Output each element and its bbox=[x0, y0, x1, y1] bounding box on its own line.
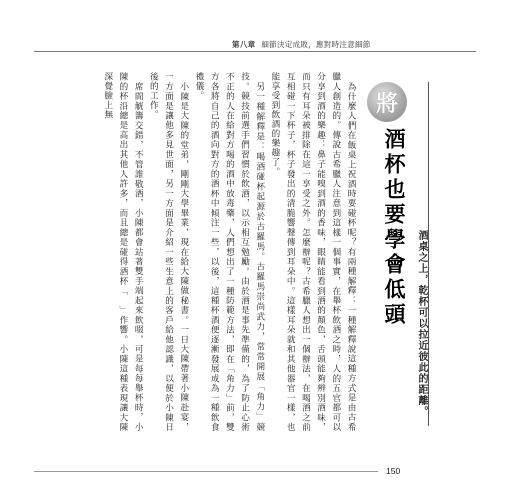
running-header bbox=[232, 39, 371, 50]
body-text bbox=[58, 72, 358, 432]
section-label: 細節決定成敗，應對時注意細節 bbox=[261, 40, 371, 49]
section-subtitle: 酒桌之上，乾杯可以拉近彼此的距離。 bbox=[416, 230, 427, 417]
footer-divider bbox=[34, 471, 378, 472]
paragraph: 另一種解釋是：喝酒碰杯起源於古羅馬。古羅馬崇尚武力，常常開展「角力」競技。競技前選手們習慣於飲酒，以示相互勉勵。由於酒是事先準備的，為了防止心術不正的人在給對方喝的酒中放毒藥，人們想出了一種防範方法，即在「角力」前，雙方各將自己的酒向對方的酒杯中傾注一些，以後，這種杯酒便逐漸發展成為一種飲食禮儀。 bbox=[193, 72, 265, 432]
title-divider bbox=[428, 82, 429, 426]
chapter-label: 第八章 bbox=[232, 40, 256, 49]
header-divider bbox=[34, 51, 476, 52]
section-badge bbox=[367, 82, 407, 122]
paragraph: 席間觥籌交錯，不管誰敬酒，小陳都會站著雙手端起來飲啜，可是每每舉杯時，小陳的杯沿總是高出其他人許多，而且總是碰得酒杯「 」作響。小陳這種表現讓大陳深覺臉上無 bbox=[102, 72, 144, 432]
paragraph: 為什麼人們在飯桌上祝酒時要碰杯呢？有兩種解釋：一種解釋說這種方式是由古希臘人創造的。傳說古希臘人注意到這樣一個事實，在舉杯飲酒之時，人的五官都可以分享到酒的樂趣：鼻子能嗅到酒的香味，眼睛能看到酒的顏色，舌頭能夠辨別酒味，而只有耳朵被排除在這一享受之外。怎麼辦呢？古希臘人想出一個辦法，在喝酒之前互相碰一下杯子，杯子發出的清脆響聲傳到耳朵中。這樣耳朵就和其他器官一樣，也能享受到飲酒的樂趣了。 bbox=[269, 72, 356, 432]
page-number: 150 bbox=[386, 466, 401, 476]
badge-glyph: 將 bbox=[375, 90, 398, 117]
paragraph: 小陳是大陳的堂弟，剛剛大學畢業，現在給大陳做秘書。一日大陳帶著小陳赴宴，一方面是讓他多見世面，另一方面是介紹一些生意上的客戶給他認識，以便於小陳日後的工作。 bbox=[148, 72, 189, 432]
section-title: 酒杯也要學會低頭 bbox=[382, 128, 407, 328]
